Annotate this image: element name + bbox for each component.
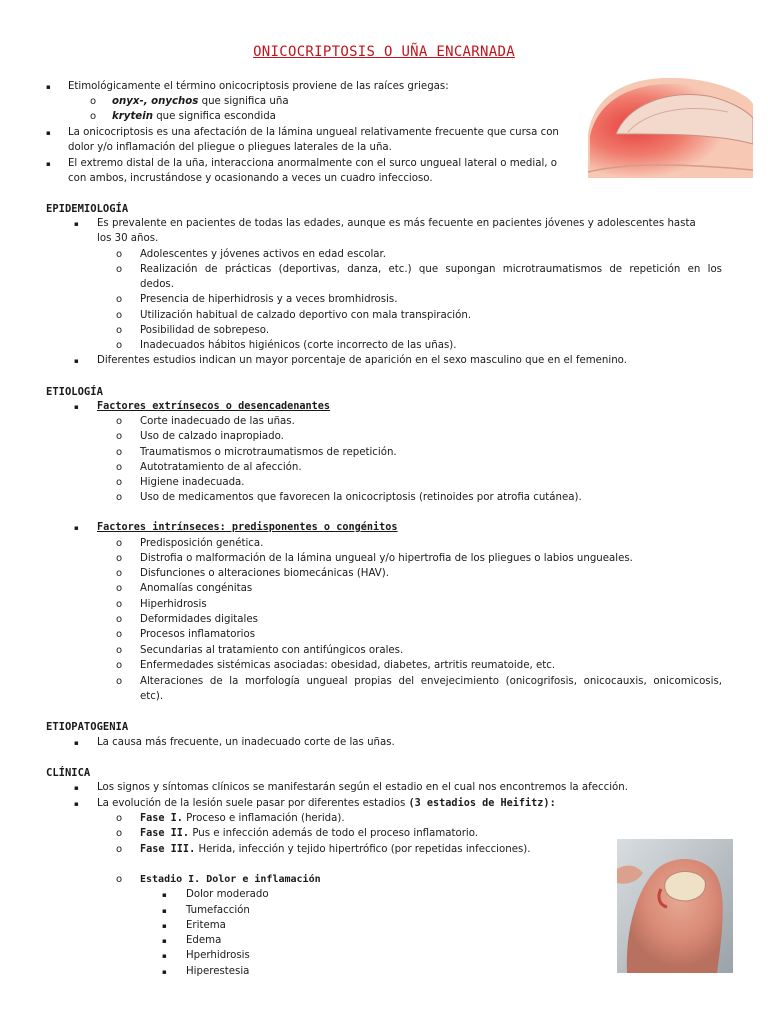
etymology-item-2: [112, 110, 276, 124]
intro-etymology-line: Etimológicamente el término onicocriptosis proviene de las raíces griegas:: [68, 81, 449, 92]
sub-bullet-marker: o: [116, 813, 123, 824]
bullet-marker: ▪: [162, 968, 167, 976]
bullet-marker: ▪: [162, 907, 167, 915]
sub-bullet-marker: o: [116, 325, 123, 336]
bullet-marker: ▪: [162, 952, 167, 960]
greek-meaning: que significa escondida: [152, 111, 276, 122]
stage-1-symptom: Hperhidrosis: [186, 950, 250, 961]
bullet-marker: ▪: [162, 891, 167, 899]
intrinsic-factors-title: Factores intrínseces: predisponentes o congénitos: [97, 522, 398, 533]
stage-1-symptom: Tumefacción: [186, 905, 250, 916]
description-line-1: El extremo distal de la uña, interacciona anormalmente con el surco ungueal lateral o medial, o: [68, 158, 558, 169]
etiopathogenesis-bullet: La causa más frecuente, un inadecuado corte de las uñas.: [97, 737, 395, 748]
bullet-marker: ▪: [74, 784, 79, 792]
extrinsic-item: Autotratamiento de al afección.: [140, 462, 302, 473]
extrinsic-item: Corte inadecuado de las uñas.: [140, 416, 295, 427]
description-line-2: con ambos, incrustándose y ocasionando a veces un cuadro infeccioso.: [68, 173, 433, 184]
intrinsic-item: Disfunciones o alteraciones biomecánicas (HAV).: [140, 568, 389, 579]
clinical-bullet-2-text: La evolución de la lesión suele pasar por diferentes estadios: [97, 798, 409, 809]
section-heading-epidemiologia: EPIDEMIOLOGÍA: [46, 203, 129, 215]
sub-bullet-marker: o: [90, 96, 97, 107]
bullet-marker: ▪: [74, 524, 79, 532]
epidemiology-bullet-1-line-2: los 30 años.: [97, 233, 159, 244]
sub-bullet-marker: o: [90, 111, 97, 122]
greek-term: krytein: [112, 111, 153, 122]
phase-label: Fase III.: [140, 844, 196, 855]
sub-bullet-marker: o: [116, 294, 123, 305]
bullet-marker: ▪: [74, 403, 79, 411]
intrinsic-item: Predisposición genética.: [140, 538, 264, 549]
sub-bullet-marker: o: [116, 462, 123, 473]
sub-bullet-marker: o: [116, 874, 123, 885]
sub-bullet-marker: o: [116, 477, 123, 488]
greek-term: onyx-, onychos: [112, 96, 199, 107]
sub-bullet-marker: o: [116, 844, 123, 855]
epidemiology-sub-5: Posibilidad de sobrepeso.: [140, 325, 270, 336]
phase-label: Fase I.: [140, 813, 183, 824]
bullet-marker: ▪: [74, 357, 79, 365]
etymology-item-1: [112, 95, 289, 109]
extrinsic-item: Traumatismos o microtraumatismos de repetición.: [140, 447, 397, 458]
sub-bullet-marker: o: [116, 828, 123, 839]
intrinsic-item: Anomalías congénitas: [140, 583, 253, 594]
sub-bullet-marker: o: [116, 310, 123, 321]
section-heading-clinica: CLÍNICA: [46, 767, 91, 779]
epidemiology-sub-1: Adolescentes y jóvenes activos en edad escolar.: [140, 249, 387, 260]
sub-bullet-marker: o: [116, 447, 123, 458]
sub-bullet-marker: o: [116, 553, 123, 564]
sub-bullet-marker: o: [116, 660, 123, 671]
epidemiology-sub-6: Inadecuados hábitos higiénicos (corte incorrecto de las uñas).: [140, 340, 457, 351]
bullet-marker: ▪: [162, 922, 167, 930]
phase-1: [140, 812, 345, 826]
bullet-marker: ▪: [74, 220, 79, 228]
sub-bullet-marker: o: [116, 340, 123, 351]
sub-bullet-marker: o: [116, 645, 123, 656]
sub-bullet-marker: o: [116, 492, 123, 503]
bullet-marker: ▪: [74, 800, 79, 808]
epidemiology-bullet-2: Diferentes estudios indican un mayor porcentaje de aparición en el sexo masculino que en el femenino.: [97, 355, 627, 366]
intrinsic-item: Hiperhidrosis: [140, 599, 207, 610]
extrinsic-item: Higiene inadecuada.: [140, 477, 245, 488]
heifitz-stages-label: (3 estadios de Heifitz):: [408, 798, 556, 809]
toe-photo: [617, 839, 733, 973]
definition-line-2: dolor y/o inflamación del pliegue o pliegues laterales de la uña.: [68, 142, 392, 153]
sub-bullet-marker: o: [116, 538, 123, 549]
clinical-bullet-2: [97, 797, 556, 811]
epidemiology-sub-4: Utilización habitual de calzado deportivo con mala transpiración.: [140, 310, 472, 321]
extrinsic-item: Uso de calzado inapropiado.: [140, 431, 284, 442]
sub-bullet-marker: o: [116, 629, 123, 640]
phase-2: [140, 827, 478, 841]
greek-meaning: que significa uña: [198, 96, 289, 107]
sub-bullet-marker: o: [116, 264, 123, 275]
phase-label: Fase II.: [140, 828, 190, 839]
bullet-marker: ▪: [46, 83, 51, 91]
sub-bullet-marker: o: [116, 416, 123, 427]
phase-3: [140, 843, 531, 857]
definition-line-1: La onicocriptosis es una afectación de la lámina ungueal relativamente frecuente que cursa con: [68, 127, 559, 138]
stage-1-symptom: Hiperestesia: [186, 966, 250, 977]
epidemiology-sub-3: Presencia de hiperhidrosis y a veces bromhidrosis.: [140, 294, 398, 305]
extrinsic-item: Uso de medicamentos que favorecen la onicocriptosis (retinoides por atrofia cutánea).: [140, 492, 582, 503]
intrinsic-item: Secundarias al tratamiento con antifúngicos orales.: [140, 645, 404, 656]
sub-bullet-marker: o: [116, 676, 123, 687]
intrinsic-item: Deformidades digitales: [140, 614, 258, 625]
bullet-marker: ▪: [162, 937, 167, 945]
ingrown-nail-illustration: [588, 74, 753, 178]
phase-text: Herida, infección y tejido hipertrófico (por repetidas infecciones).: [195, 844, 531, 855]
section-heading-etiopatogenia: ETIOPATOGENIA: [46, 721, 129, 733]
stage-1-title: Estadio I. Dolor e inflamación: [140, 874, 321, 885]
sub-bullet-marker: o: [116, 599, 123, 610]
epidemiology-sub-2-text: Realización de prácticas (deportivas, danza, etc.) que supongan microtraumatismos de repetición en los: [140, 264, 722, 275]
intrinsic-item-last-line-1: [140, 675, 722, 689]
bullet-marker: ▪: [74, 739, 79, 747]
stage-1-symptom: Dolor moderado: [186, 889, 269, 900]
bullet-marker: ▪: [46, 129, 51, 137]
document-title: ONICOCRIPTOSIS O UÑA ENCARNADA: [253, 44, 515, 60]
sub-bullet-marker: o: [116, 614, 123, 625]
intrinsic-item: Distrofia o malformación de la lámina ungueal y/o hipertrofia de los pliegues o labios ungueales.: [140, 553, 633, 564]
stage-1-symptom: Eritema: [186, 920, 226, 931]
clinical-bullet-1: Los signos y síntomas clínicos se manifestarán según el estadio en el cual nos encontremos la afección.: [97, 782, 628, 793]
sub-bullet-marker: o: [116, 249, 123, 260]
stage-1-symptom: Edema: [186, 935, 222, 946]
intrinsic-item: Enfermedades sistémicas asociadas: obesidad, diabetes, artritis reumatoide, etc.: [140, 660, 556, 671]
sub-bullet-marker: o: [116, 431, 123, 442]
intrinsic-item-last-text: Alteraciones de la morfología ungueal propias del envejecimiento (onicogrifosis, onicocauxis, onicomicosis,: [140, 676, 722, 687]
intrinsic-item: Procesos inflamatorios: [140, 629, 256, 640]
phase-text: Proceso e inflamación (herida).: [182, 813, 345, 824]
sub-bullet-marker: o: [116, 568, 123, 579]
phase-text: Pus e infección además de todo el proceso inflamatorio.: [189, 828, 479, 839]
bullet-marker: ▪: [46, 160, 51, 168]
section-heading-etiologia: ETIOLOGÍA: [46, 386, 103, 398]
epidemiology-bullet-1-line-1: Es prevalente en pacientes de todas las edades, aunque es más fecuente en pacientes jóvenes y adolescentes hasta: [97, 218, 696, 229]
sub-bullet-marker: o: [116, 583, 123, 594]
epidemiology-sub-2-line-2: dedos.: [140, 279, 174, 290]
epidemiology-sub-2-line-1: [140, 263, 722, 277]
extrinsic-factors-title: Factores extrínsecos o desencadenantes: [97, 401, 331, 412]
intrinsic-item-last-line-2: etc).: [140, 691, 164, 702]
